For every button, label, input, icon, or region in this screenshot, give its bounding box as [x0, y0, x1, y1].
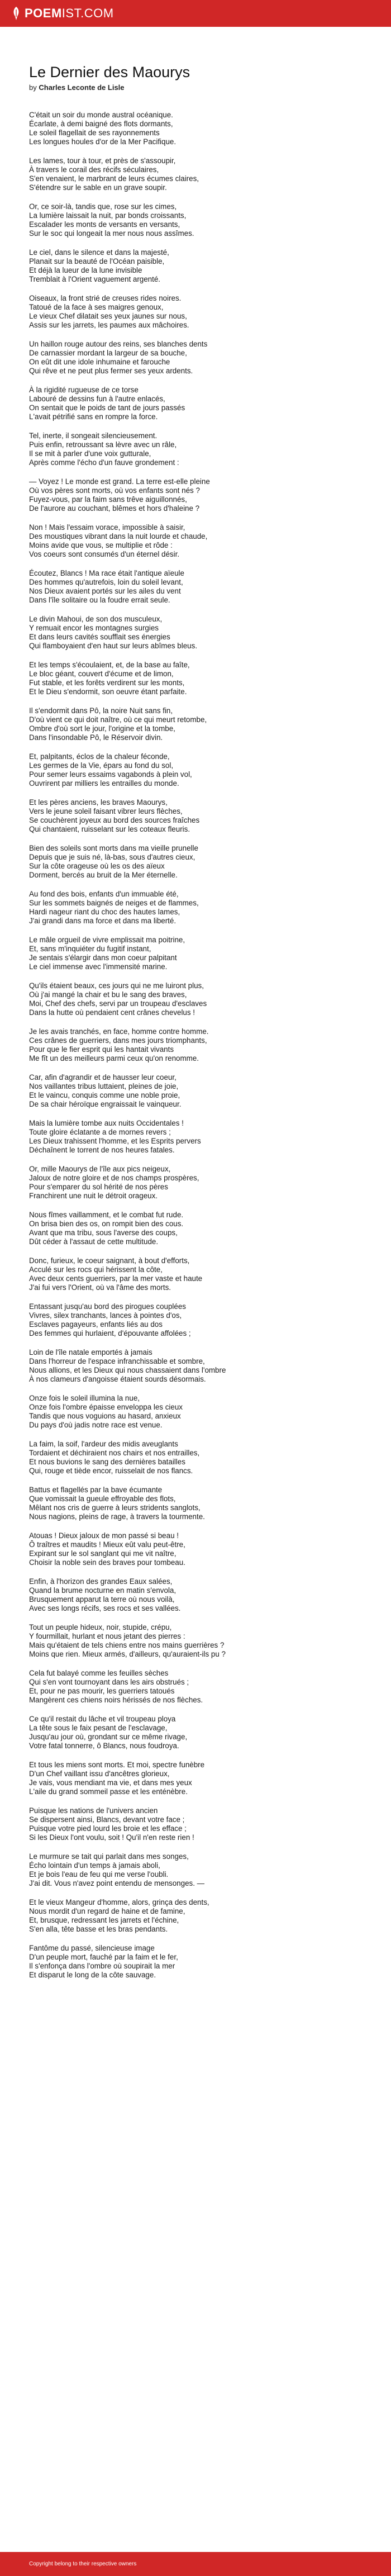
poem-line: Le mâle orgueil de vivre emplissait ma poitrine,	[29, 936, 185, 945]
poem-line: Y remuait encor les montagnes surgies	[29, 624, 159, 633]
poem-line: Loin de l'île natale emportés à jamais	[29, 1348, 152, 1357]
poem-line: Avant que ma tribu, sous l'averse des coups,	[29, 1228, 178, 1237]
poem-stanza	[29, 1302, 364, 1338]
poem-line: Dût céder à l'assaut de cette multitude.	[29, 1237, 159, 1246]
poem-line: Avec ses longs récifs, ses rocs et ses vallées.	[29, 1604, 181, 1613]
poem-line: Et déjà la lueur de la lune invisible	[29, 266, 142, 275]
poem-line: Dans l'horreur de l'espace infranchissable et sombre,	[29, 1357, 205, 1366]
poem-line: Moins que rien. Mieux armés, d'ailleurs, qu'auraient-ils pu ?	[29, 1650, 226, 1659]
poem-line: Et tous les miens sont morts. Et moi, spectre funèbre	[29, 1761, 205, 1769]
poem-line: Et, brusque, redressant les jarrets et l'échine,	[29, 1916, 179, 1925]
poem-line: Mais la lumière tombe aux nuits Occidentales !	[29, 1119, 184, 1128]
poem-line: À nos clameurs d'angoisse étaient sourds désormais.	[29, 1375, 206, 1384]
poem-line: Le ciel, dans le silence et dans la majesté,	[29, 248, 169, 257]
poem-line: Au fond des bois, enfants d'un immuable été,	[29, 890, 179, 899]
poem-line: Planait sur la beauté de l'Océan paisible,	[29, 257, 165, 266]
poem-line: Et je bois l'eau de feu qui me verse l'oubli.	[29, 1870, 169, 1879]
poem-line: Fantôme du passé, silencieuse image	[29, 1944, 155, 1953]
poem-line: Jaloux de notre gloire et de nos champs prospères,	[29, 1174, 199, 1183]
poem-line: Puis enfin, retroussant sa lèvre avec un râle,	[29, 440, 177, 449]
site-logo[interactable]	[11, 6, 114, 21]
poem-stanza	[29, 1073, 364, 1109]
poem-line: Et le Dieu s'endormit, son oeuvre étant parfaite.	[29, 687, 187, 696]
poem-line: Nous mordit d'un regard de haine et de famine,	[29, 1907, 185, 1916]
site-footer	[0, 2552, 391, 2576]
poem-stanza	[29, 1944, 364, 1980]
poem-line: Les germes de la Vie, épars au fond du sol,	[29, 761, 174, 770]
poem-line: Ces crânes de guerriers, dans mes jours triomphants,	[29, 1036, 207, 1045]
poem-stanza	[29, 111, 364, 146]
poem-line: C'était un soir du monde austral océanique.	[29, 111, 173, 120]
poem-line: Mais qu'étaient de tels chiens entre nos mains guerrières ?	[29, 1641, 225, 1650]
poem-title: Le Dernier des Maourys	[29, 64, 190, 80]
poem-line: La lumière laissait la nuit, par bonds croissants,	[29, 211, 187, 220]
byline-prefix: by	[29, 83, 37, 92]
logo-text-bold: POEM	[25, 6, 62, 20]
poem-line: Vos coeurs sont consumés d'un éternel désir.	[29, 550, 180, 559]
poem-author[interactable]: Charles Leconte de Lisle	[39, 83, 125, 92]
poem-line: Le vieux Chef dilatait ses yeux jaunes sur nous,	[29, 312, 187, 321]
poem-stanza	[29, 248, 364, 284]
poem-stanza	[29, 156, 364, 192]
copyright-notice: Copyright belong to their respective owners	[29, 2561, 137, 2567]
poem-line: Où vos pères sont morts, où vos enfants sont nés ?	[29, 486, 200, 495]
poem-line: Depuis que je suis né, là-bas, sous d'autres cieux,	[29, 853, 196, 862]
poem-line: Enfin, à l'horizon des grandes Eaux salées,	[29, 1577, 173, 1586]
poem-line: Esclaves pagayeurs, enfants liés au dos	[29, 1320, 163, 1329]
poem-line: Et le vaincu, conquis comme une noble proie,	[29, 1091, 180, 1100]
poem-stanza	[29, 1669, 364, 1705]
poem-line: Déchaînent le torrent de nos heures fatales.	[29, 1146, 175, 1155]
poem-line: D'un Chef vaillant issu d'ancêtres glorieux,	[29, 1769, 170, 1778]
poem-content	[0, 27, 364, 1980]
poem-line: Vivres, silex tranchants, lances à pointes d'os,	[29, 1311, 182, 1320]
poem-line: Me fît un des meilleurs parmi ceux qu'on renomme.	[29, 1054, 199, 1063]
poem-line: Après comme l'écho d'un fauve grondement :	[29, 458, 179, 467]
logo-text	[25, 6, 114, 21]
poem-line: Le murmure se tait qui parlait dans mes songes,	[29, 1852, 189, 1861]
poem-stanza	[29, 1119, 364, 1155]
poem-line: Dorment, bercés au bruit de la Mer éternelle.	[29, 871, 178, 880]
poem-stanza	[29, 1761, 364, 1796]
poem-line: D'où vient ce qui doit naître, où ce qui meurt retombe,	[29, 715, 207, 724]
poem-line: Battus et flagellés par la bave écumante	[29, 1486, 163, 1495]
poem-stanza	[29, 1531, 364, 1567]
poem-line: Ô traîtres et maudits ! Mieux eût valu peut-être,	[29, 1540, 185, 1549]
poem-stanza	[29, 569, 364, 605]
poem-line: De carnassier mordant la largeur de sa bouche,	[29, 349, 187, 358]
poem-line: Pour s'emparer du sol hérité de nos pères	[29, 1183, 168, 1192]
poem-line: Je vais, vous mendiant ma vie, et dans mes yeux	[29, 1778, 192, 1787]
poem-line: Y fourmillait, hurlant et nous jetant des pierres :	[29, 1632, 185, 1641]
poem-line: Je les avais tranchés, en face, homme contre homme.	[29, 1027, 209, 1036]
poem-line: Fut stable, et les forêts verdirent sur les monts,	[29, 679, 185, 687]
poem-line: La tête sous le faix pesant de l'esclavage,	[29, 1724, 168, 1733]
poem-line: Entassant jusqu'au bord des pirogues couplées	[29, 1302, 186, 1311]
poem-line: Avec deux cents guerriers, par la mer vaste et haute	[29, 1274, 203, 1283]
poem-line: Et les pères anciens, les braves Maourys,	[29, 798, 168, 807]
poem-line: Et, sans m'inquiéter du fugitif instant,	[29, 945, 151, 953]
poem-line: Le soleil flagellait de ses rayonnements	[29, 129, 160, 137]
poem-line: Tout un peuple hideux, noir, stupide, crépu,	[29, 1623, 172, 1632]
poem-line: On sentait que le poids de tant de jours passés	[29, 404, 185, 412]
poem-stanza	[29, 1027, 364, 1063]
poem-stanza	[29, 1898, 364, 1934]
poem-line: Des femmes qui hurlaient, d'épouvante affolées ;	[29, 1329, 191, 1338]
poem-line: Votre fatal tonnerre, ô Blancs, nous foudroya.	[29, 1742, 179, 1750]
poem-stanza	[29, 615, 364, 651]
poem-line: Expirant sur le sol sanglant qui me vit naître,	[29, 1549, 177, 1558]
poem-body	[29, 111, 364, 1980]
poem-line: À travers le corail des récifs séculaires,	[29, 165, 159, 174]
poem-stanza	[29, 798, 364, 834]
poem-line: J'ai grandi dans ma force et dans ma liberté.	[29, 917, 177, 926]
poem-line: Nous fîmes vaillamment, et le combat fut rude.	[29, 1211, 184, 1220]
poem-line: Hardi nageur riant du choc des hautes lames,	[29, 908, 180, 917]
poem-line: Ombre d'où sort le jour, l'origine et la tombe,	[29, 724, 175, 733]
poem-stanza	[29, 1623, 364, 1659]
poem-line: Écho lointain d'un temps à jamais aboli,	[29, 1861, 160, 1870]
poem-stanza	[29, 1256, 364, 1292]
poem-line: À la rigidité rugueuse de ce torse	[29, 386, 139, 395]
poem-line: La faim, la soif, l'ardeur des midis aveuglants	[29, 1440, 178, 1449]
poem-line: Onze fois l'ombre épaisse enveloppa les cieux	[29, 1403, 183, 1412]
poem-line: Dans l'île solitaire ou la foudre errait seule.	[29, 596, 170, 605]
poem-line: Tremblait à l'Orient vaguement argenté.	[29, 275, 161, 284]
poem-line: Et disparut le long de la côte sauvage.	[29, 1971, 156, 1980]
poem-line: Se couchèrent joyeux au bord des sources fraîches	[29, 816, 200, 825]
poem-line: Acculé sur les rocs qui hérissent la côte,	[29, 1265, 163, 1274]
poem-line: Qui chantaient, ruisselant sur les coteaux fleuris.	[29, 825, 190, 834]
poem-line: L'aile du grand sommeil passe et les enténèbre.	[29, 1787, 188, 1796]
poem-line: Qui s'en vont tournoyant dans les airs obstrués ;	[29, 1678, 189, 1687]
poem-stanza	[29, 661, 364, 696]
poem-line: Je sentais s'élargir dans mon coeur palpitant	[29, 953, 177, 962]
poem-line: Qui flamboyaient d'en haut sur leurs abîmes bleus.	[29, 642, 198, 651]
poem-stanza	[29, 1486, 364, 1521]
poem-line: Oiseaux, la front strié de creuses rides noires.	[29, 294, 182, 303]
poem-stanza	[29, 1715, 364, 1750]
poem-line: Le divin Mahoui, de son dos musculeux,	[29, 615, 163, 624]
poem-line: Mêlant nos cris de guerre à leurs stridents sanglots,	[29, 1503, 201, 1512]
poem-line: De sa chair héroïque engraissait le vainqueur.	[29, 1100, 182, 1109]
poem-line: Et nous buvions le sang des dernières batailles	[29, 1458, 185, 1467]
poem-line: Jusqu'au jour où, grondant sur ce même rivage,	[29, 1733, 188, 1742]
poem-line: Le bloc géant, couvert d'écume et de limon,	[29, 670, 174, 679]
poem-line: Sur le soc qui longeait la mer nous nous assîmes.	[29, 229, 194, 238]
poem-line: J'ai dit. Vous n'avez point entendu de mensonges. —	[29, 1879, 205, 1888]
poem-line: Toute gloire éclatante a de mornes revers ;	[29, 1128, 171, 1137]
poem-line: Puisque les nations de l'univers ancien	[29, 1806, 158, 1815]
poem-line: Il s'enfonça dans l'ombre où soupirait la mer	[29, 1962, 175, 1971]
poem-line: Le ciel immense avec l'immensité marine.	[29, 962, 168, 971]
poem-line: On eût dit une idole inhumaine et farouche	[29, 358, 170, 367]
poem-line: Nous nagions, pleins de rage, à travers la tourmente.	[29, 1512, 205, 1521]
poem-line: On brisa bien des os, on rompit bien des cous.	[29, 1220, 184, 1228]
poem-line: Écarlate, à demi baigné des flots dormants,	[29, 120, 173, 129]
poem-stanza	[29, 340, 364, 376]
poem-line: Moins avide que vous, se multiplie et rôde :	[29, 541, 173, 550]
poem-stanza	[29, 202, 364, 238]
poem-line: Franchirent une nuit le détroit orageux.	[29, 1192, 158, 1201]
poem-line: Brusquement apparut la terre où nous voilà,	[29, 1595, 175, 1604]
poem-line: Moi, Chef des chefs, servi par un troupeau d'esclaves	[29, 999, 207, 1008]
poem-line: Que vomissait la gueule effroyable des flots,	[29, 1495, 176, 1503]
poem-line: Or, ce soir-là, tandis que, rose sur les cimes,	[29, 202, 177, 211]
poem-line: Onze fois le soleil illumina la nue,	[29, 1394, 140, 1403]
poem-line: Des hommes qu'autrefois, loin du soleil levant,	[29, 578, 183, 587]
poem-line: Et, pour ne pas mourir, les guerriers tatoués	[29, 1687, 175, 1696]
poem-line: Choisir la noble sein des braves pour tombeau.	[29, 1558, 185, 1567]
poem-line: — Voyez ! Le monde est grand. La terre est-elle pleine	[29, 477, 210, 486]
poem-line: D'un peuple mort, fauché par la faim et le fer,	[29, 1953, 178, 1962]
poem-stanza	[29, 981, 364, 1017]
poem-line: Les longues houles d'or de la Mer Pacifique.	[29, 137, 177, 146]
poem-line: Tatoué de la face à ses maigres genoux,	[29, 303, 164, 312]
poem-line: Des moustiques vibrant dans la nuit lourde et chaude,	[29, 532, 208, 541]
poem-line: Il s'endormit dans Pô, la noire Nuit sans fin,	[29, 706, 173, 715]
poem-line: Donc, furieux, le coeur saignant, à bout d'efforts,	[29, 1256, 190, 1265]
poem-stanza	[29, 1211, 364, 1246]
poem-line: Or, mille Maourys de l'île aux pics neigeux,	[29, 1165, 171, 1174]
poem-stanza	[29, 1852, 364, 1888]
poem-line: Tel, inerte, il songeait silencieusement.	[29, 431, 158, 440]
poem-stanza	[29, 706, 364, 742]
poem-stanza	[29, 1440, 364, 1476]
poem-line: Sur la côte orageuse où les os des aïeux	[29, 862, 165, 871]
poem-line: Les Dieux trahissent l'homme, et les Esprits pervers	[29, 1137, 201, 1146]
poem-line: Nos vaillantes tribus luttaient, pleines de joie,	[29, 1082, 179, 1091]
poem-line: Non ! Mais l'essaim vorace, impossible à saisir,	[29, 523, 185, 532]
poem-line: Assis sur les jarrets, les paumes aux mâchoires.	[29, 321, 189, 330]
poem-line: Tordaient et déchiraient nos chairs et nos entrailles,	[29, 1449, 200, 1458]
poem-line: Dans la hutte où pendaient cent crânes chevelus !	[29, 1008, 196, 1017]
poem-stanza	[29, 1348, 364, 1384]
poem-stanza	[29, 844, 364, 880]
poem-line: Car, afin d'agrandir et de hausser leur coeur,	[29, 1073, 177, 1082]
poem-line: Et, palpitants, éclos de la chaleur féconde,	[29, 752, 170, 761]
poem-line: Tandis que nous voguions au hasard, anxieux	[29, 1412, 181, 1421]
poem-line: Du pays d'où jadis notre race est venue.	[29, 1421, 163, 1430]
poem-line: Qui rêve et ne peut plus fermer ses yeux ardents.	[29, 367, 193, 376]
poem-line: Bien des soleils sont morts dans ma vieille prunelle	[29, 844, 198, 853]
poem-line: Pour que le fier esprit qui les hantait vivants	[29, 1045, 174, 1054]
poem-line: Labouré de dessins fun à l'autre enlacés,	[29, 395, 165, 404]
poem-line: Ce qu'il restait du lâche et vil troupeau ploya	[29, 1715, 176, 1724]
poem-line: Atouas ! Dieux jaloux de mon passé si beau !	[29, 1531, 179, 1540]
poem-line: Se dispersent ainsi, Blancs, devant votre face ;	[29, 1815, 185, 1824]
poem-line: Dans l'insondable Pô, le Réservoir divin.	[29, 733, 163, 742]
poem-stanza	[29, 386, 364, 421]
poem-line: Quand la brume nocturne en matin s'envola,	[29, 1586, 177, 1595]
poem-line: De l'aurore au couchant, blêmes et hors d'haleine ?	[29, 504, 200, 513]
poem-stanza	[29, 294, 364, 330]
poem-line: Escalader les monts de versants en versants,	[29, 220, 180, 229]
poem-line: Mangèrent ces chiens noirs hérissés de nos flèches.	[29, 1696, 203, 1705]
poem-line: Si les Dieux l'ont voulu, soit ! Qu'il n'en reste rien !	[29, 1833, 194, 1842]
poem-line: Où j'ai mangé la chair et bu le sang des braves,	[29, 990, 187, 999]
poem-line: Fuyez-vous, par la faim sans trêve aiguillonnés,	[29, 495, 187, 504]
poem-line: Il se mit à parler d'une voix gutturale,	[29, 449, 151, 458]
poem-line: Pour semer leurs essaims vagabonds à plein vol,	[29, 770, 192, 779]
poem-line: Les lames, tour à tour, et près de s'assoupir,	[29, 156, 176, 165]
poem-line: Et les temps s'écoulaient, et, de la base au faîte,	[29, 661, 190, 670]
poem-line: Et dans leurs cavités soufflait ses énergies	[29, 633, 170, 642]
poem-line: Ouvrirent par milliers les entrailles du monde.	[29, 779, 179, 788]
poem-line: Vers le jeune soleil faisant vibrer leurs flèches,	[29, 807, 183, 816]
poem-line: Écoutez, Blancs ! Ma race était l'antique aïeule	[29, 569, 184, 578]
poem-byline	[29, 83, 364, 92]
poem-line: J'ai fui vers l'Orient, où va l'âme des morts.	[29, 1283, 171, 1292]
poem-stanza	[29, 431, 364, 467]
quill-pen-icon	[11, 6, 21, 21]
poem-stanza	[29, 1806, 364, 1842]
poem-stanza	[29, 523, 364, 559]
poem-line: Nos Dieux avaient portés sur les ailes du vent	[29, 587, 181, 596]
poem-stanza	[29, 477, 364, 513]
poem-line: S'en venaient, le marbrant de leurs écumes claires,	[29, 174, 199, 183]
poem-line: Cela fut balayé comme les feuilles sèches	[29, 1669, 169, 1678]
poem-line: L'avait pétrifié sans en rompre la force.	[29, 412, 158, 421]
poem-stanza	[29, 1165, 364, 1201]
poem-stanza	[29, 1394, 364, 1430]
poem-line: Qu'ils étaient beaux, ces jours qui ne me luiront plus,	[29, 981, 204, 990]
poem-stanza	[29, 936, 364, 971]
poem-line: S'en alla, tête basse et les bras pendants.	[29, 1925, 168, 1934]
poem-line: Un haillon rouge autour des reins, ses blanches dents	[29, 340, 208, 349]
site-header	[0, 0, 391, 27]
poem-stanza	[29, 890, 364, 926]
poem-line: Puisque votre pied lourd les broie et les efface ;	[29, 1824, 187, 1833]
poem-stanza	[29, 752, 364, 788]
poem-stanza	[29, 1577, 364, 1613]
logo-text-light: IST.COM	[61, 6, 114, 20]
poem-line: Nous allions, et les Dieux qui nous chassaient dans l'ombre	[29, 1366, 226, 1375]
poem-line: S'étendre sur le sable en un grave soupir.	[29, 183, 167, 192]
poem-line: Qui, rouge et tiède encor, ruisselait de nos flancs.	[29, 1467, 193, 1476]
poem-line: Sur les sommets baignés de neiges et de flammes,	[29, 899, 199, 908]
poem-line: Et le vieux Mangeur d'homme, alors, grinça des dents,	[29, 1898, 209, 1907]
